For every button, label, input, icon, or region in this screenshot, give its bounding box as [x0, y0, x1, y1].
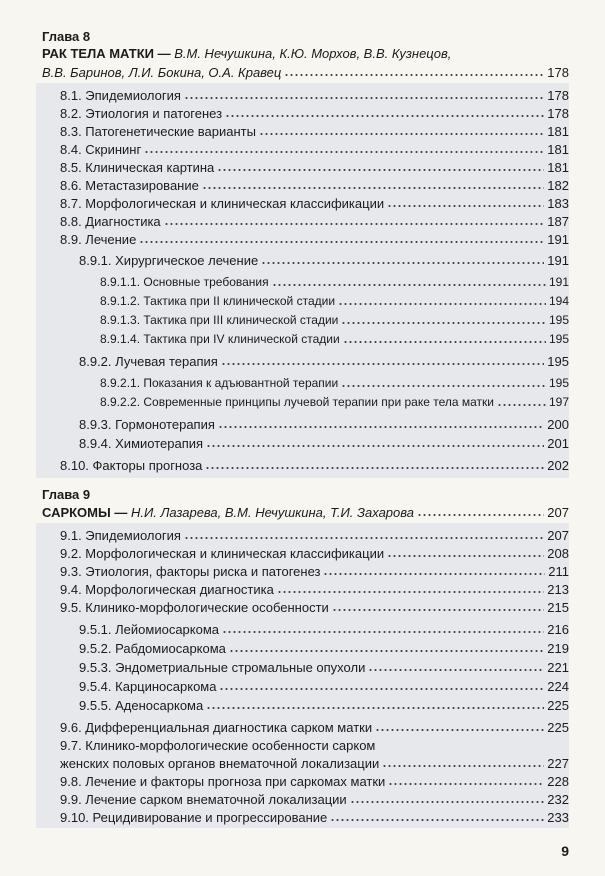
toc-entry-page: 183: [547, 196, 569, 211]
toc-entry[interactable]: [79, 619, 569, 637]
toc-entry[interactable]: [60, 121, 569, 139]
toc-entry-page: 225: [547, 698, 569, 713]
toc-entry-page: 225: [547, 720, 569, 735]
toc-entry-title: 8.9.1.3. Тактика при III клинической стадии: [100, 313, 339, 327]
dot-leader: [222, 630, 544, 634]
dot-leader: [330, 818, 544, 822]
dot-leader: [387, 554, 544, 558]
toc-entry-page: 208: [547, 546, 569, 561]
chapter9-page: 207: [547, 505, 569, 520]
dot-leader: [332, 608, 545, 612]
dot-leader: [202, 186, 544, 190]
dot-leader: [323, 572, 545, 576]
toc-entry-page: 207: [547, 528, 569, 543]
toc-entry-title: 8.9. Лечение: [60, 232, 137, 247]
toc-entry-page: 195: [547, 354, 569, 369]
toc-entry-page: 219: [547, 641, 569, 656]
toc-entry-title: 8.9.2.2. Современные принципы лучевой терапии при раке тела матки: [100, 395, 494, 409]
toc-entry-page: 228: [547, 774, 569, 789]
toc-entry-page: 221: [547, 660, 569, 675]
dot-leader: [219, 687, 544, 691]
toc-entry-page: 232: [547, 792, 569, 807]
toc-entry[interactable]: [60, 139, 569, 157]
dot-leader: [341, 384, 546, 388]
toc-entry-title: 9.5. Клинико-морфологические особенности: [60, 600, 329, 615]
dot-leader: [221, 362, 544, 366]
dot-leader: [388, 782, 544, 786]
toc-entry[interactable]: [60, 543, 569, 561]
toc-entry-page: 200: [547, 417, 569, 432]
dot-leader: [164, 222, 545, 226]
toc-entry-title: женских половых органов внематочной локализации: [60, 756, 380, 771]
dot-leader: [368, 668, 544, 672]
toc-entry-page: 201: [547, 436, 569, 451]
toc-entry[interactable]: [60, 597, 569, 615]
toc-entry-title: 8.6. Метастазирование: [60, 178, 199, 193]
toc-entry[interactable]: [60, 525, 569, 543]
toc-entry-title: 8.9.2. Лучевая терапия: [79, 354, 218, 369]
toc-entry-title: 8.9.1.2. Тактика при II клинической стадии: [100, 294, 336, 308]
toc-entry[interactable]: [60, 807, 569, 825]
toc-entry[interactable]: [60, 157, 569, 175]
toc-entry-title: 9.6. Дифференциальная диагностика сарком матки: [60, 720, 373, 735]
toc-entry-title: 9.5.3. Эндометриальные стромальные опухоли: [79, 660, 366, 675]
toc-entry-title: 9.1. Эпидемиология: [60, 528, 181, 543]
toc-entry-page: 195: [548, 313, 569, 327]
toc-entry-title: 8.9.1. Хирургическое лечение: [79, 253, 259, 268]
dot-leader: [184, 96, 544, 100]
toc-entry-title[interactable]: 9.7. Клинико-морфологические особенности сарком: [60, 738, 376, 753]
toc-entry-title: 8.9.4. Химиотерапия: [79, 436, 204, 451]
toc-entry-title: 8.1. Эпидемиология: [60, 88, 181, 103]
dot-leader: [277, 590, 544, 594]
toc-entry[interactable]: [60, 579, 569, 597]
chapter8-title-line: [42, 46, 451, 61]
toc-entry-title: 9.2. Морфологическая и клиническая классификации: [60, 546, 385, 561]
dot-leader: [218, 425, 544, 429]
toc-entry[interactable]: [60, 455, 569, 473]
toc-entry[interactable]: [79, 695, 569, 713]
dot-leader: [417, 513, 544, 517]
toc-entry[interactable]: [100, 392, 569, 410]
toc-entry-page: 233: [547, 810, 569, 825]
toc-entry[interactable]: [60, 103, 569, 121]
dot-leader: [272, 283, 546, 287]
toc-entry-title: 8.5. Клиническая картина: [60, 160, 215, 175]
dot-leader: [225, 114, 544, 118]
dot-leader: [341, 321, 546, 325]
dot-leader: [259, 132, 544, 136]
toc-entry-page: 191: [547, 253, 569, 268]
dot-leader: [261, 261, 544, 265]
toc-entry-page: 181: [547, 142, 569, 157]
toc-entry[interactable]: [79, 414, 569, 432]
toc-entry[interactable]: [60, 753, 569, 771]
toc-entry-title: 8.10. Факторы прогноза: [60, 458, 203, 473]
toc-entry-title: 8.9.1.1. Основные требования: [100, 275, 269, 289]
toc-entry-title: 9.5.1. Лейомиосаркома: [79, 622, 220, 637]
toc-entry-title: 8.3. Патогенетические варианты: [60, 124, 256, 139]
toc-entry[interactable]: [60, 561, 569, 579]
toc-entry[interactable]: [60, 175, 569, 193]
dot-leader: [139, 240, 544, 244]
chapter8-heading-row[interactable]: [42, 62, 569, 80]
toc-entry[interactable]: [79, 657, 569, 675]
chapter8-label: Глава 8: [42, 29, 91, 44]
toc-entry-page: 191: [547, 232, 569, 247]
chapter9-label: Глава 9: [42, 487, 91, 502]
chapter9-heading-row[interactable]: [42, 502, 569, 520]
toc-entry[interactable]: [60, 85, 569, 103]
toc-entry[interactable]: [79, 638, 569, 656]
toc-entry-title: 9.5.5. Аденосаркома: [79, 698, 204, 713]
toc-entry-page: 187: [547, 214, 569, 229]
toc-entry-page: 227: [547, 756, 569, 771]
page-number: 9: [561, 843, 569, 859]
toc-entry-page: 215: [547, 600, 569, 615]
chapter8-authors-2: В.В. Баринов, Л.И. Бокина, О.А. Кравец: [42, 65, 282, 80]
toc-entry[interactable]: [79, 250, 569, 268]
dot-leader: [497, 403, 546, 407]
toc-entry-title: 8.9.2.1. Показания к адъювантной терапии: [100, 376, 339, 390]
dot-leader: [206, 706, 544, 710]
dot-leader: [375, 728, 544, 732]
toc-entry[interactable]: [60, 229, 569, 247]
toc-entry-page: 216: [547, 622, 569, 637]
toc-entry-page: 191: [548, 275, 569, 289]
dot-leader: [217, 168, 544, 172]
toc-entry[interactable]: [60, 211, 569, 229]
toc-entry-page: 195: [548, 332, 569, 346]
toc-entry[interactable]: [79, 676, 569, 694]
toc-entry-title: 8.7. Морфологическая и клиническая классификации: [60, 196, 385, 211]
toc-entry-page: 202: [547, 458, 569, 473]
toc-entry-page: 178: [547, 106, 569, 121]
chapter8-authors-1: В.М. Нечушкина, К.Ю. Морхов, В.В. Кузнецов,: [170, 46, 452, 61]
dot-leader: [229, 649, 544, 653]
toc-entry-page: 182: [547, 178, 569, 193]
toc-entry[interactable]: [60, 193, 569, 211]
dot-leader: [350, 800, 545, 804]
toc-entry-page: 181: [547, 160, 569, 175]
toc-entry-page: 195: [548, 376, 569, 390]
toc-entry[interactable]: [79, 433, 569, 451]
toc-entry[interactable]: [100, 373, 569, 391]
chapter9-title-wrap: [42, 505, 414, 520]
dot-leader: [184, 536, 544, 540]
dot-leader: [144, 150, 544, 154]
toc-entry[interactable]: [60, 789, 569, 807]
toc-entry-title: 9.5.2. Рабдомиосаркома: [79, 641, 226, 656]
toc-entry-page: 224: [547, 679, 569, 694]
dot-leader: [284, 73, 544, 77]
dot-leader: [338, 302, 546, 306]
chapter8-title: РАК ТЕЛА МАТКИ —: [42, 46, 171, 61]
chapter9-authors: Н.И. Лазарева, В.М. Нечушкина, Т.И. Захарова: [127, 505, 414, 520]
toc-entry-title: 8.2. Этиология и патогенез: [60, 106, 223, 121]
dot-leader: [382, 764, 544, 768]
toc-entry[interactable]: [79, 351, 569, 369]
toc-entry-title: 9.5.4. Карциносаркома: [79, 679, 217, 694]
toc-entry-page: 178: [547, 88, 569, 103]
toc-entry-title: 9.8. Лечение и факторы прогноза при саркомах матки: [60, 774, 386, 789]
toc-entry-title: 9.9. Лечение сарком внематочной локализации: [60, 792, 347, 807]
toc-entry-title: 8.9.1.4. Тактика при IV клинической стадии: [100, 332, 340, 346]
toc-entry-title: 8.8. Диагностика: [60, 214, 161, 229]
toc-entry-page: 213: [547, 582, 569, 597]
toc-entry-title: 9.10. Рецидивирование и прогрессирование: [60, 810, 328, 825]
chapter8-page: 178: [547, 65, 569, 80]
chapter9-title: САРКОМЫ —: [42, 505, 128, 520]
toc-entry-page: 211: [548, 564, 569, 579]
toc-entry-title: 8.9.3. Гормонотерапия: [79, 417, 215, 432]
dot-leader: [205, 466, 544, 470]
toc-entry-title: 8.4. Скрининг: [60, 142, 142, 157]
toc-entry-title: 9.3. Этиология, факторы риска и патогенез: [60, 564, 321, 579]
toc-entry-page: 197: [548, 395, 569, 409]
toc-entry[interactable]: [100, 310, 569, 328]
toc-entry[interactable]: [100, 329, 569, 347]
toc-entry-page: 194: [548, 294, 569, 308]
toc-entry-title: 9.4. Морфологическая диагностика: [60, 582, 274, 597]
dot-leader: [206, 444, 544, 448]
toc-entry-page: 181: [547, 124, 569, 139]
toc-entry[interactable]: [60, 771, 569, 789]
dot-leader: [343, 340, 546, 344]
toc-entry[interactable]: [60, 717, 569, 735]
toc-entry[interactable]: [100, 272, 569, 290]
toc-entry[interactable]: [100, 291, 569, 309]
dot-leader: [387, 204, 544, 208]
